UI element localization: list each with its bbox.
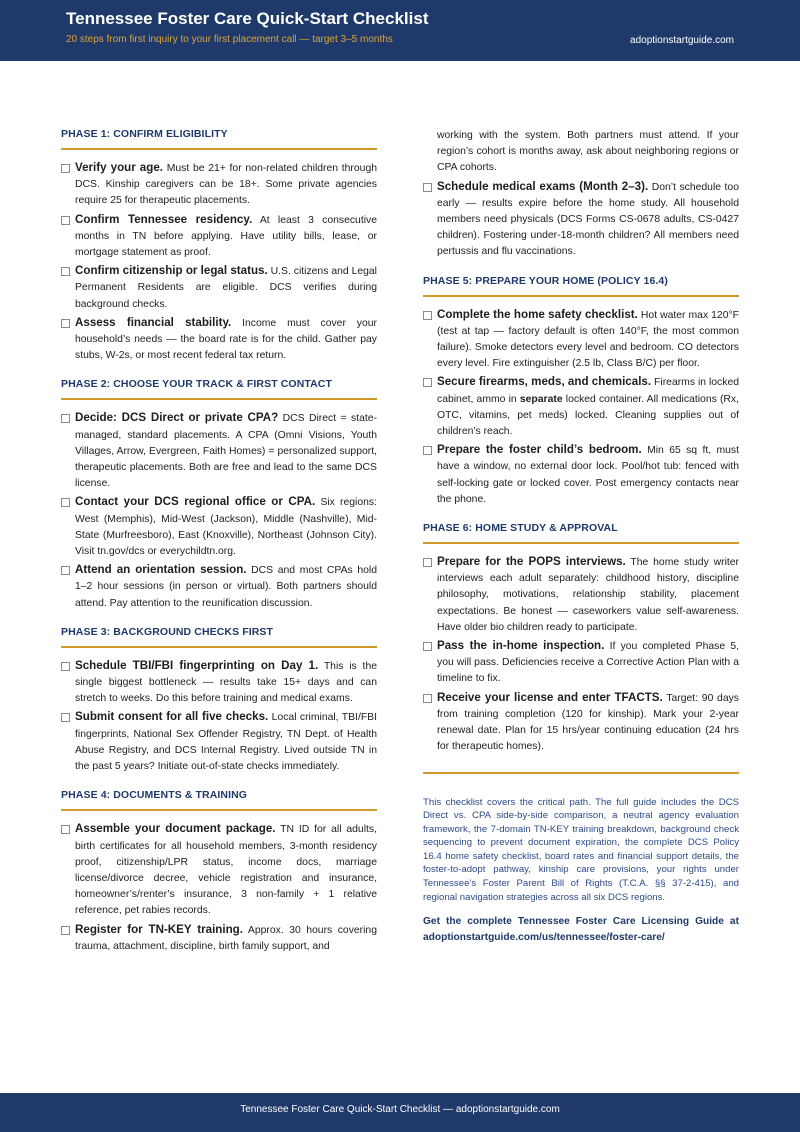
item-text: U.S. citizens and Legal Permanent Residents are eligible. DCS verifies during background checks. — [75, 266, 377, 310]
checkbox[interactable] — [423, 694, 432, 703]
checklist-item — [423, 374, 739, 440]
checklist-item — [61, 160, 377, 210]
item-lead: Prepare for the POPS interviews. — [437, 555, 626, 569]
phase-2-heading: PHASE 2: CHOOSE YOUR TRACK & FIRST CONTACT — [61, 378, 377, 400]
item-lead: Register for TN-KEY training. — [75, 922, 243, 936]
checklist-item — [61, 709, 377, 775]
item-continuation: working with the system. Both partners must attend. If your region’s cohort is months away, ask about neighboring regions or CPA cohorts. — [437, 130, 739, 174]
page-subtitle: 20 steps from first inquiry to your first placement call — target 3–5 months — [66, 34, 393, 45]
item-text: DCS Direct = state-managed, standard placements. A CPA (Omni Visions, Youth Villages, Arrow, Evergreen, Faith Homes) = personalized support, therapeutic placements. Both are free and lead to the same DCS license. — [75, 413, 377, 490]
item-lead: Contact your DCS regional office or CPA. — [75, 495, 316, 509]
item-text: Income must cover your household’s needs — the board rate is for the child. Gather pay stubs, W-2s, or most recent federal tax return. — [75, 317, 377, 362]
item-lead: Attend an orientation session. — [75, 563, 247, 577]
checkbox[interactable] — [423, 642, 432, 651]
checkbox[interactable] — [61, 825, 70, 834]
checkbox[interactable] — [61, 662, 70, 671]
checklist-item — [61, 212, 377, 262]
checklist-item — [423, 442, 739, 508]
footer-text: Tennessee Foster Care Quick-Start Checklist — adoptionstartguide.com — [240, 1104, 560, 1115]
item-text: If you completed Phase 5, you will pass. Deficiencies receive a Corrective Action Plan with a timeline to fix. — [437, 641, 740, 685]
item-lead: Pass the in-home inspection. — [437, 639, 605, 653]
checklist-item — [61, 821, 377, 919]
checkbox[interactable] — [61, 566, 70, 575]
left-column — [61, 128, 377, 957]
phase-3-heading: PHASE 3: BACKGROUND CHECKS FIRST — [61, 626, 377, 648]
checkbox[interactable] — [61, 164, 70, 173]
phase-1-heading: PHASE 1: CONFIRM ELIGIBILITY — [61, 128, 377, 150]
checkbox[interactable] — [61, 926, 70, 935]
checkbox[interactable] — [423, 558, 432, 567]
page-footer — [0, 1093, 800, 1132]
item-lead: Schedule medical exams (Month 2–3). — [437, 179, 649, 193]
header-site-url: adoptionstartguide.com — [630, 35, 734, 46]
checklist-item — [61, 562, 377, 612]
item-lead: Secure firearms, meds, and chemicals. — [437, 375, 652, 389]
checklist-item — [423, 179, 739, 261]
checklist-item — [423, 307, 739, 373]
checklist-item — [61, 410, 377, 492]
item-lead: Verify your age. — [75, 161, 163, 174]
item-lead: Complete the home safety checklist. — [437, 307, 638, 321]
item-text: Must be 21+ for non-related children through DCS. Kinship caregivers can be 18+. Some private agencies require 25 for therapeutic placements. — [75, 163, 377, 207]
item-lead: Submit consent for all five checks. — [75, 710, 269, 724]
item-text: Hot water max 120°F (test at tap — factory default is often 140°F, the most common failure). Smoke detectors every level and bedroom. CO detectors every level. Fire extinguisher (2.5 lb, Class B/C) per floor. — [437, 309, 739, 370]
checklist-item — [423, 690, 739, 756]
checkbox[interactable] — [61, 713, 70, 722]
checkbox[interactable] — [423, 446, 432, 455]
item-text: Local criminal, TBI/FBI fingerprints, National Sex Offender Registry, TN Dept. of Health Abuse Registry, and DCS Internal Registry. Lived outside TN in the past 5 years? Initiate out-of-state checks immediately. — [75, 712, 377, 773]
checkbox[interactable] — [61, 414, 70, 423]
item-lead: Prepare the foster child’s bedroom. — [437, 443, 642, 457]
item-text: Min 65 sq ft, must have a window, no external door lock. Pool/hot tub: fenced with self-locking gate or locked cover. Post emergency contacts near the phone. — [437, 445, 740, 505]
item-text: DCS and most CPAs hold 1–2 hour sessions (in person or virtual). Both partners should attend. Pay attention to the reunification discussion. — [75, 565, 377, 609]
item-lead: Assemble your document package. — [75, 822, 276, 836]
item-lead: Receive your license and enter TFACTS. — [437, 690, 663, 704]
section-divider — [423, 772, 739, 774]
checkbox[interactable] — [61, 216, 70, 225]
item-text: locked container. All medications (Rx, OTC, vitamins, pet meds) locked. Cleaning supplies out of children’s reach. — [437, 393, 740, 438]
checklist-item — [423, 554, 739, 636]
guide-link[interactable]: Get the complete Tennessee Foster Care Licensing Guide at adoptionstartguide.com/us/tennessee/foster-care/ — [423, 916, 739, 944]
item-lead: Schedule TBI/FBI fingerprinting on Day 1. — [75, 658, 319, 672]
right-column — [423, 128, 739, 946]
item-text: Target: 90 days from training completion (120 for kinship). Mark your 2-year renewal date. Plan for 15 hrs/year continuing education (24 hrs for therapeutic homes). — [437, 692, 740, 753]
checklist-item — [61, 315, 377, 365]
checkbox[interactable] — [423, 183, 432, 192]
phase-5-heading: PHASE 5: PREPARE YOUR HOME (POLICY 16.4) — [423, 275, 739, 297]
checkbox[interactable] — [61, 319, 70, 328]
checklist-item — [61, 494, 377, 560]
item-lead: Decide: DCS Direct or private CPA? — [75, 411, 279, 425]
checkbox[interactable] — [61, 498, 70, 507]
page-title: Tennessee Foster Care Quick-Start Checklist — [66, 9, 429, 28]
checklist-item — [61, 922, 377, 955]
checklist-item — [61, 263, 377, 313]
item-text: TN ID for all adults, birth certificates for all household members, 3-month residency proof, citizenship/LPR status, income docs, marriage license/divorce decree, vehicle registration and insurance, homeowner’s/renter’s insurance, 3 non-family + 1 relative reference, pet rabies records. — [75, 824, 377, 917]
item-text: At least 3 consecutive months in TN before applying. Have utility bills, lease, or mortgage statement as proof. — [75, 214, 377, 259]
item-lead: Assess financial stability. — [75, 315, 232, 329]
checkbox[interactable] — [423, 378, 432, 387]
checkbox[interactable] — [423, 311, 432, 320]
item-text: Approx. 30 hours covering trauma, attachment, discipline, birth family support, and — [75, 924, 377, 952]
item-text: This is the single biggest bottleneck — results take 15+ days and can stretch to weeks. Do this before training and medical exams. — [75, 660, 377, 705]
checklist-item — [61, 658, 377, 708]
checkbox[interactable] — [61, 267, 70, 276]
item-text: Don’t schedule too early — results expire before the home study. All household members need physicals (DCS Forms CS-0678 adults, CS-0427 children). Fostering under-18-month children? All members need pertussis and flu vaccinations. — [437, 181, 739, 258]
phase-6-heading: PHASE 6: HOME STUDY & APPROVAL — [423, 522, 739, 544]
summary-paragraph: This checklist covers the critical path. The full guide includes the DCS Direct vs. CPA side-by-side comparison, a neutral agency evaluation framework, the 7-domain TN-KEY training breakdown, background check sequencing to prevent document expiration, the complete DCS Policy 16.4 home safety checklist, board rates and financial support details, the foster-to-adopt pathway, kinship care provisions, your rights under Tennessee’s Foster Parent Bill of Rights (T.C.A. §§ 37-2-415), and regional navigation strategies across all six DCS regions. — [423, 796, 739, 903]
item-emphasis: separate — [519, 393, 563, 405]
item-lead: Confirm Tennessee residency. — [75, 212, 253, 226]
checklist-item — [423, 638, 739, 688]
item-text: Firearms in locked cabinet, ammo in — [437, 377, 740, 405]
item-text: The home study writer interviews each adult separately: childhood history, discipline philosophy, motivations, relationship stability, placement expectations. Be honest — caseworkers value self-awareness. Have older bio children ready to participate. — [437, 557, 740, 633]
item-text: Six regions: West (Memphis), Mid-West (Jackson), Middle (Nashville), Mid-State (Murfreesboro), East (Knoxville), Northeast (Johnson City). Visit tn.gov/dcs or everychildtn.org. — [75, 497, 378, 558]
item-lead: Confirm citizenship or legal status. — [75, 264, 268, 278]
page-header — [0, 0, 800, 61]
phase-4-heading: PHASE 4: DOCUMENTS & TRAINING — [61, 789, 377, 811]
